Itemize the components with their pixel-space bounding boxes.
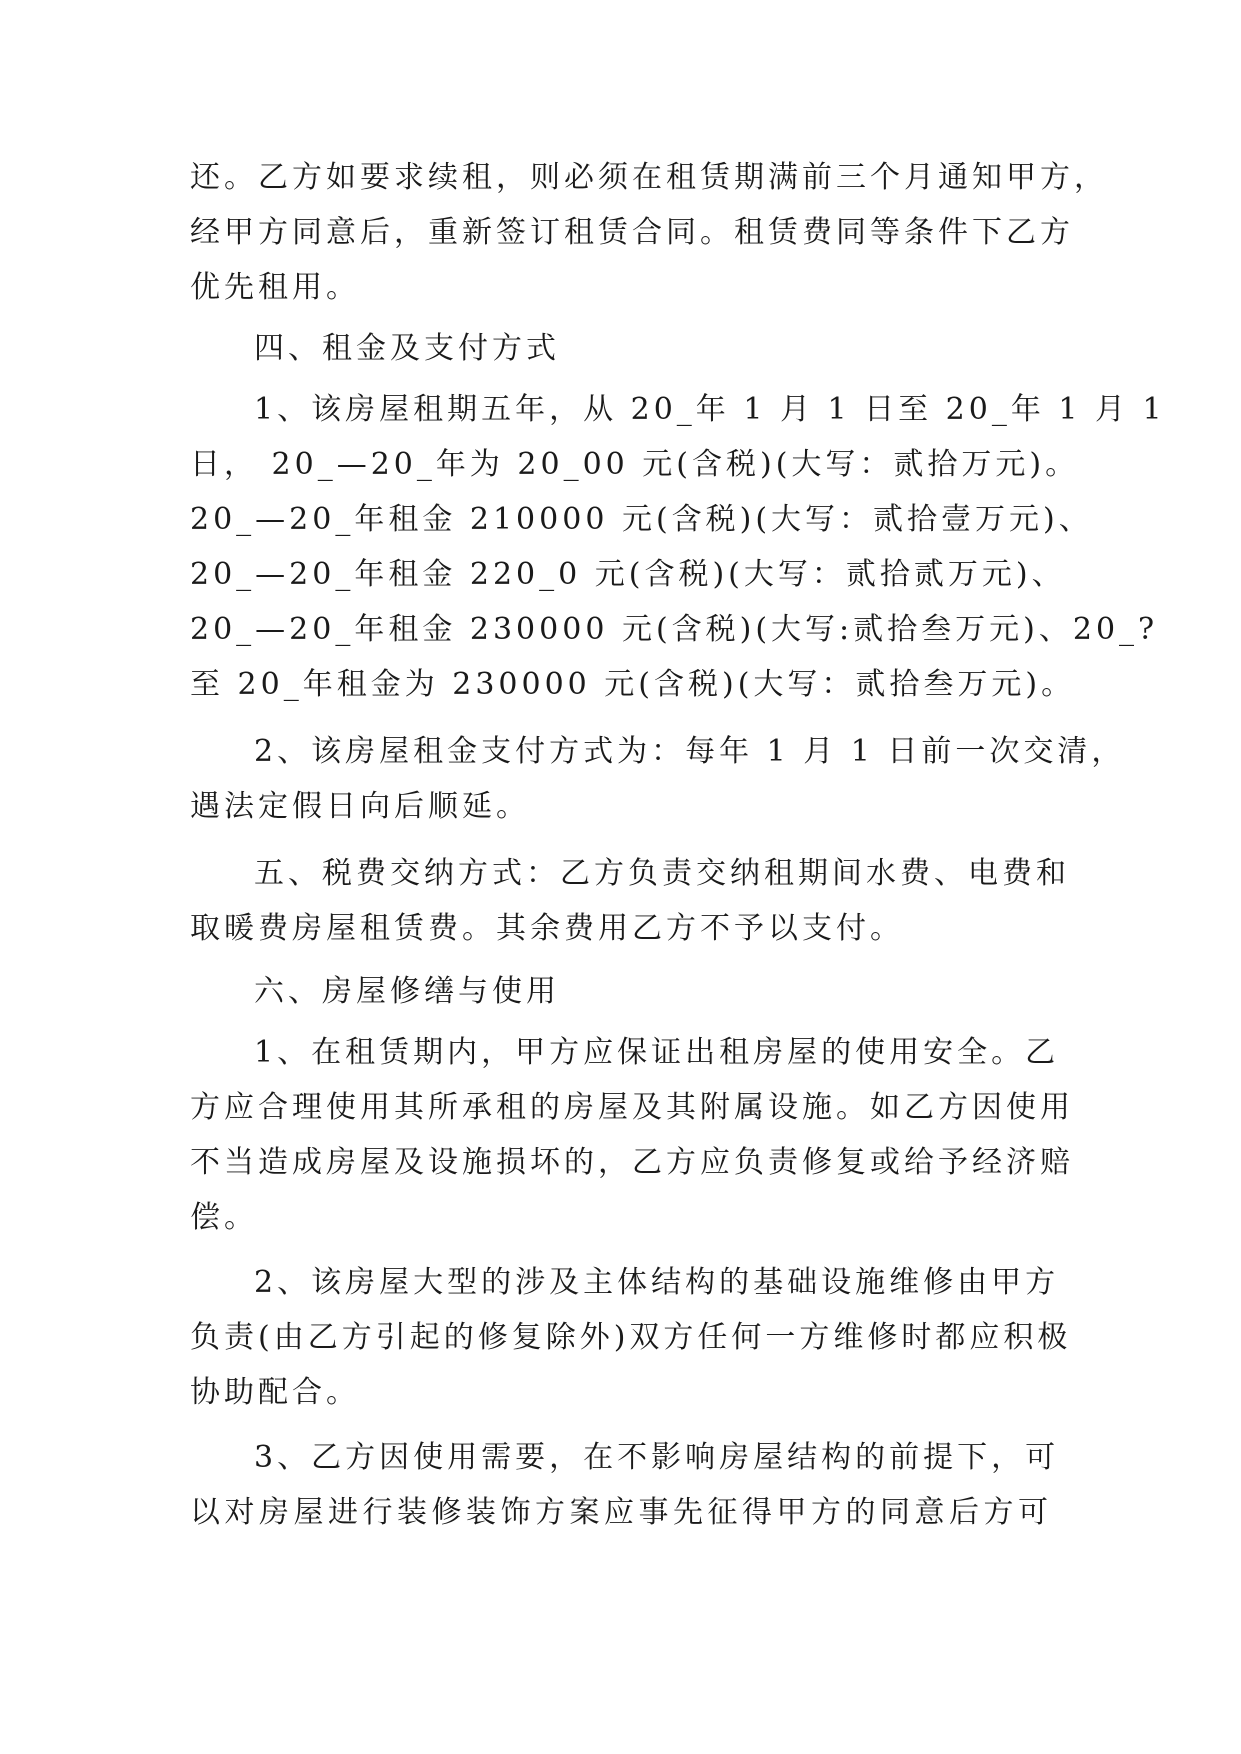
- text-line: 1、该房屋租期五年，从 20_年 1 月 1 日至 20_年 1 月 1: [254, 392, 1166, 427]
- text-line: 还。乙方如要求续租，则必须在租赁期满前三个月通知甲方，: [190, 160, 1108, 195]
- text-line: 不当造成房屋及设施损坏的，乙方应负责修复或给予经济赔: [190, 1145, 1074, 1180]
- text-line: 经甲方同意后，重新签订租赁合同。租赁费同等条件下乙方: [190, 215, 1074, 250]
- text-line: 2、该房屋大型的涉及主体结构的基础设施维修由甲方: [254, 1265, 1060, 1300]
- text-line: 遇法定假日向后顺延。: [190, 789, 530, 824]
- text-line: 1、在租赁期内，甲方应保证出租房屋的使用安全。乙: [254, 1035, 1060, 1070]
- text-line: 五、税费交纳方式：乙方负责交纳租期间水费、电费和: [254, 856, 1070, 891]
- text-line: 优先租用。: [190, 270, 360, 305]
- text-line: 取暖费房屋租赁费。其余费用乙方不予以支付。: [190, 911, 904, 946]
- text-line: 偿。: [190, 1200, 258, 1235]
- text-line: 至 20_年租金为 230000 元(含税)(大写：贰拾叁万元)。: [190, 667, 1076, 702]
- text-line: 20_—20_年租金 230000 元(含税)(大写:贰拾叁万元)、20_?: [190, 612, 1159, 647]
- document-body: [190, 150, 1166, 1540]
- text-line: 日， 20_—20_年为 20_00 元(含税)(大写：贰拾万元)。: [190, 447, 1080, 482]
- text-line: 四、租金及支付方式: [254, 331, 560, 366]
- text-line: 负责(由乙方引起的修复除外)双方任何一方维修时都应积极: [190, 1320, 1072, 1355]
- text-line: 20_—20_年租金 210000 元(含税)(大写：贰拾壹万元)、: [190, 502, 1093, 537]
- text-line: 2、该房屋租金支付方式为：每年 1 月 1 日前一次交清，: [254, 734, 1126, 769]
- text-line: 协助配合。: [190, 1375, 360, 1410]
- text-line: 20_—20_年租金 220_0 元(含税)(大写：贰拾贰万元)、: [190, 557, 1066, 592]
- text-line: 以对房屋进行装修装饰方案应事先征得甲方的同意后方可: [190, 1495, 1052, 1530]
- text-line: 六、房屋修缮与使用: [254, 974, 560, 1009]
- text-line: 3、乙方因使用需要，在不影响房屋结构的前提下，可: [254, 1440, 1060, 1475]
- text-line: 方应合理使用其所承租的房屋及其附属设施。如乙方因使用: [190, 1090, 1074, 1125]
